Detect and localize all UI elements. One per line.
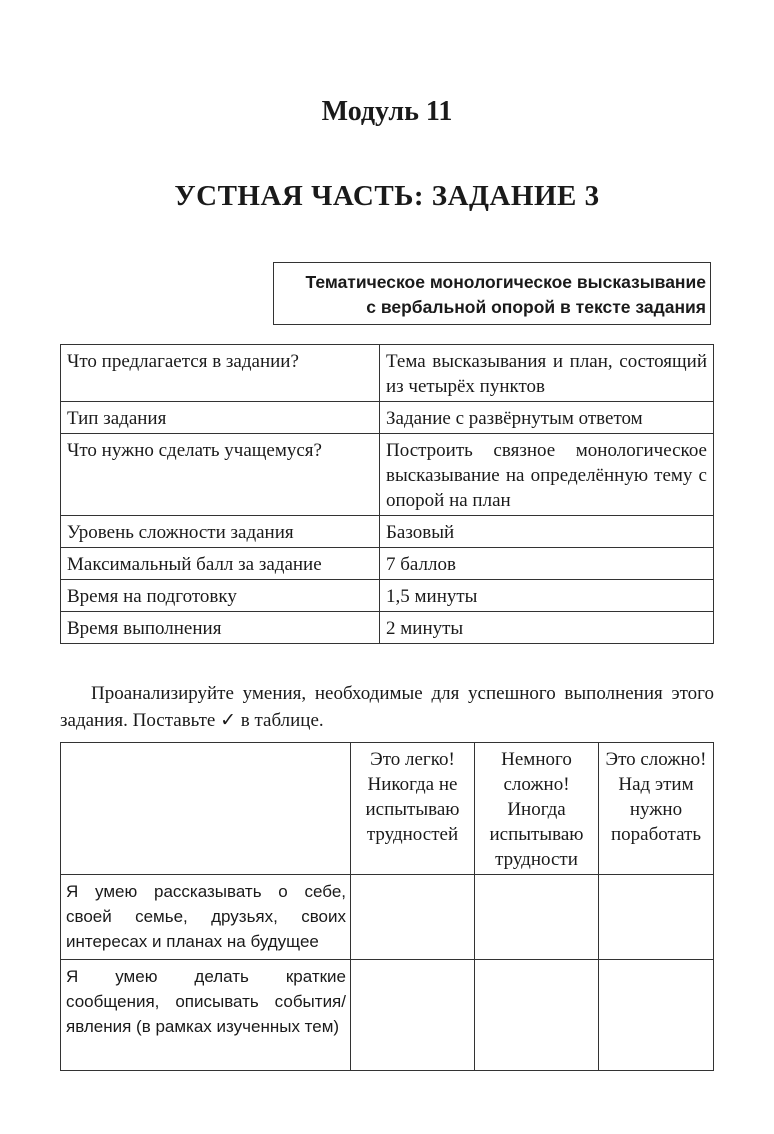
checkmark-cell-somewhat-hard[interactable] xyxy=(475,875,599,960)
info-question: Максимальный балл за задание xyxy=(61,548,380,580)
table-row xyxy=(61,960,714,1071)
task-type-box xyxy=(273,262,711,325)
info-answer: 7 баллов xyxy=(380,548,714,580)
skills-self-assessment-table xyxy=(60,742,714,1071)
table-row xyxy=(61,612,714,644)
header-hard: Это сложно! Над этим нужно поработать xyxy=(599,743,714,875)
header-blank-cell xyxy=(61,743,351,875)
table-header-row xyxy=(61,743,714,875)
info-question: Что нужно сделать учащемуся? xyxy=(61,434,380,516)
task-type-line-1: Тематическое монологическое высказывание xyxy=(305,272,706,292)
info-question: Время выполнения xyxy=(61,612,380,644)
header-easy: Это легко! Никогда не испытываю трудностей xyxy=(351,743,475,875)
task-type-line-2: с вербальной опорой в тексте задания xyxy=(366,297,706,317)
info-answer: Тема высказывания и план, состоящий из четырёх пунктов xyxy=(380,345,714,402)
info-question: Тип задания xyxy=(61,402,380,434)
table-row xyxy=(61,516,714,548)
section-title: УСТНАЯ ЧАСТЬ: ЗАДАНИЕ 3 xyxy=(174,180,600,212)
header-somewhat-hard: Немного сложно! Иногда испытываю трудности xyxy=(475,743,599,875)
task-info-table xyxy=(60,344,714,644)
table-row xyxy=(61,580,714,612)
checkmark-cell-easy[interactable] xyxy=(351,875,475,960)
info-answer: 2 минуты xyxy=(380,612,714,644)
checkmark-cell-hard[interactable] xyxy=(599,960,714,1071)
table-row xyxy=(61,875,714,960)
checkmark-cell-somewhat-hard[interactable] xyxy=(475,960,599,1071)
module-title: Модуль 11 xyxy=(321,96,453,127)
info-question: Время на подготовку xyxy=(61,580,380,612)
instruction-text: Проанализируйте умения, необходимые для успешного выполнения этого задания. Поставьте ✓ в таблице. xyxy=(60,683,714,731)
skill-description: Я умею делать краткие сообщения, описывать события/явления (в рамках изученных тем) xyxy=(61,960,351,1071)
table-row xyxy=(61,548,714,580)
skill-description: Я умею рассказывать о себе, своей семье, друзьях, своих интересах и планах на будущее xyxy=(61,875,351,960)
info-answer: 1,5 минуты xyxy=(380,580,714,612)
checkmark-cell-easy[interactable] xyxy=(351,960,475,1071)
table-row xyxy=(61,434,714,516)
checkmark-cell-hard[interactable] xyxy=(599,875,714,960)
info-answer: Построить связное монологическое высказывание на определённую тему с опорой на план xyxy=(380,434,714,516)
info-answer: Задание с развёрнутым ответом xyxy=(380,402,714,434)
info-answer: Базовый xyxy=(380,516,714,548)
table-row xyxy=(61,402,714,434)
info-question: Что предлагается в задании? xyxy=(61,345,380,402)
table-row xyxy=(61,345,714,402)
info-question: Уровень сложности задания xyxy=(61,516,380,548)
